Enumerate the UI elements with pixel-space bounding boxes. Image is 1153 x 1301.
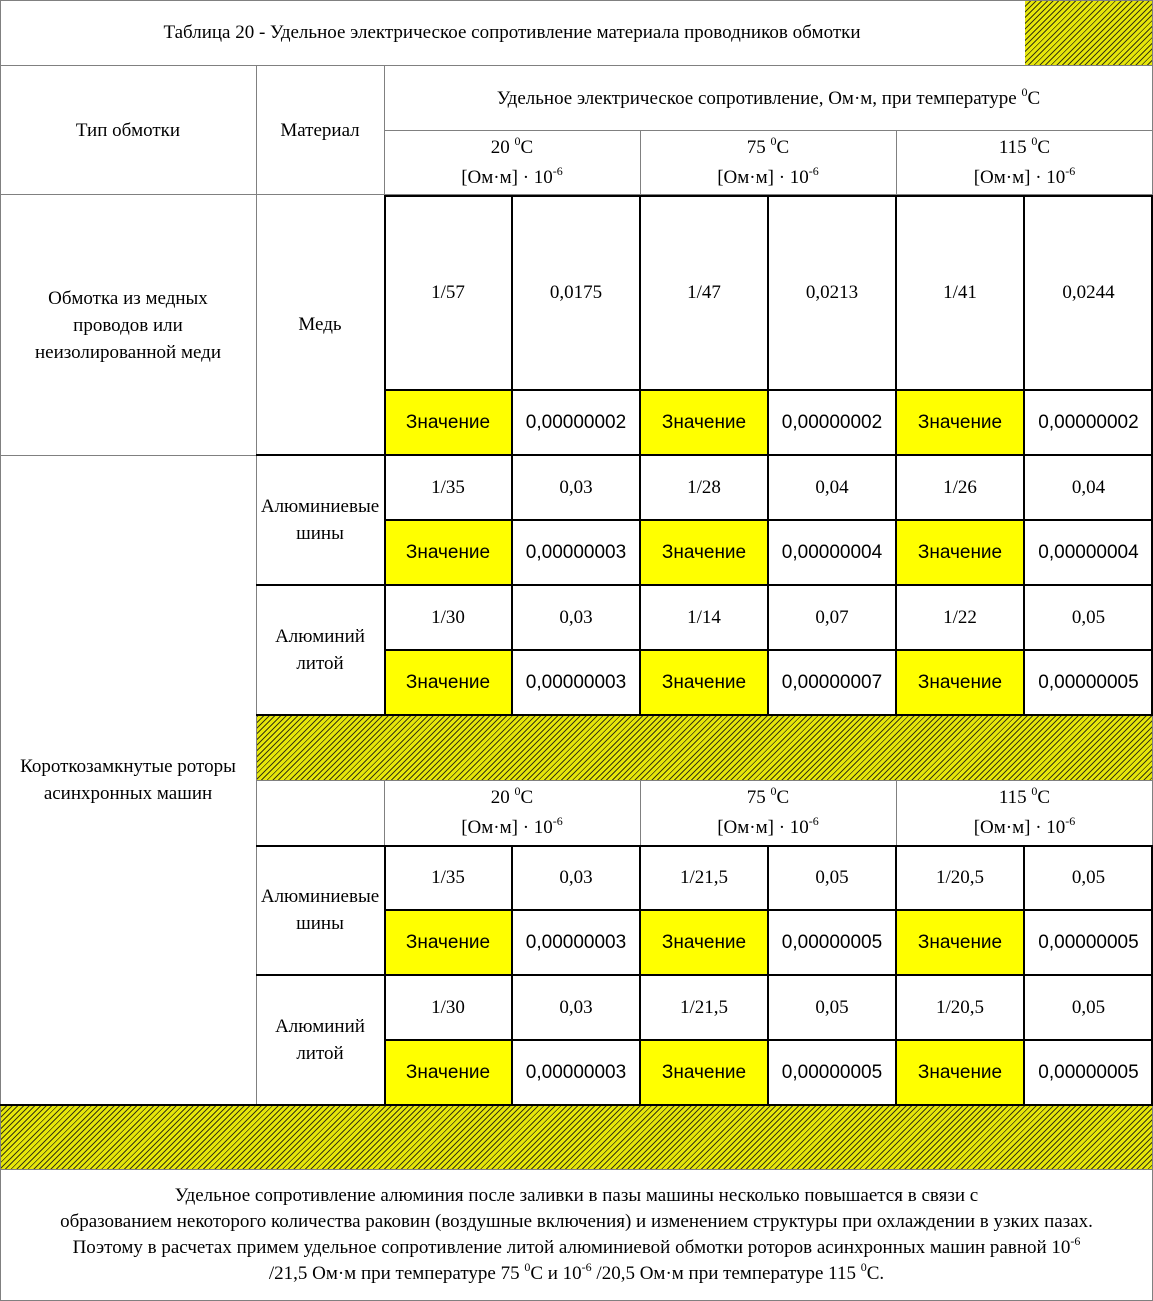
rotor-g3-label-20: Значение — [384, 1040, 512, 1105]
rotor-g0-val-20: 0,00000003 — [525, 541, 627, 563]
hatch-divider-middle — [257, 716, 1153, 780]
temp-header-75-repeat: 75 $^0$С $[Ом\cdot м] \cdot 10^{-6}$ — [717, 784, 819, 838]
copper-material: Медь — [298, 314, 342, 335]
temp-header-20: 20 $^0$С $[Ом\cdot м] \cdot 10^{-6}$ — [461, 134, 563, 188]
rotor-g3-frac-20: 1/30 — [431, 996, 465, 1018]
rotor-g2-label-75: Значение — [640, 910, 768, 975]
hatch-corner — [1025, 0, 1153, 66]
copper-value-label-20: Значение — [384, 390, 512, 455]
rotor-g1-frac-115: 1/22 — [943, 606, 977, 628]
copper-value-115: 0,00000002 — [1038, 411, 1139, 433]
rotor-g1-dec-115: 0,05 — [1071, 606, 1106, 628]
footnote: Удельное сопротивление алюминия после заливки в пазы машины несколько повышается в связи с образованием некоторого количества раковин (воздушные включения) и изменением структуры при охлаждении в узких пазах. Поэтому в расчетах примем удельное сопротивление литой алюминиевой обмотки роторов асинхронных машин равной $10^{-6}$ /21,5 Ом·м при температуре 75 $^0$С и $10^{-6}$ /20,5 Ом·м при температуре 115 $^0$С. — [60, 1185, 1093, 1284]
rotor-g2-frac-115: 1/20,5 — [935, 866, 985, 888]
rotor-g1-label-75: Значение — [640, 650, 768, 715]
temp-header-115-repeat: 115 $^0$С $[Ом\cdot м] \cdot 10^{-6}$ — [973, 784, 1076, 838]
rotor-g1-frac-20: 1/30 — [431, 606, 465, 628]
rotor-g3-label-75: Значение — [640, 1040, 768, 1105]
rotor-material-cast-2: Алюминий литой — [275, 1016, 365, 1064]
copper-dec-115: 0,0244 — [1062, 281, 1115, 303]
rotor-g0-frac-20: 1/35 — [431, 476, 465, 498]
temp-header-115: 115 $^0$С $[Ом\cdot м] \cdot 10^{-6}$ — [973, 134, 1076, 188]
rotor-g0-dec-75: 0,04 — [815, 476, 849, 498]
copper-frac-115: 1/41 — [943, 281, 977, 303]
rotor-g1-label-20: Значение — [384, 650, 512, 715]
rotor-g3-label-115: Значение — [896, 1040, 1024, 1105]
copper-value-label-75: Значение — [640, 390, 768, 455]
rotor-g3-frac-115: 1/20,5 — [935, 996, 985, 1018]
rotor-g0-label-115: Значение — [896, 520, 1024, 585]
title-text: Таблица 20 - Удельное электрическое сопротивление материала проводников обмотки — [163, 22, 861, 43]
rotor-g2-label-115: Значение — [896, 910, 1024, 975]
rotor-g1-label-115: Значение — [896, 650, 1024, 715]
temp-header-20-repeat: 20 $^0$С $[Ом\cdot м] \cdot 10^{-6}$ — [461, 784, 563, 838]
rotor-g3-val-115: 0,00000005 — [1038, 1061, 1139, 1083]
temp-header-75: 75 $^0$С $[Ом\cdot м] \cdot 10^{-6}$ — [717, 134, 819, 188]
rotor-g0-val-115: 0,00000004 — [1038, 541, 1139, 563]
rotor-g1-dec-75: 0,07 — [815, 606, 849, 628]
rotor-g2-val-115: 0,00000005 — [1038, 931, 1139, 953]
rotor-g0-frac-115: 1/26 — [943, 476, 977, 498]
rotor-g2-frac-75: 1/21,5 — [679, 866, 729, 888]
rotor-g0-val-75: 0,00000004 — [781, 541, 883, 563]
copper-value-label-115: Значение — [896, 390, 1024, 455]
hatch-divider-bottom — [0, 1106, 1153, 1169]
rotor-g3-dec-75: 0,05 — [815, 996, 849, 1018]
rotor-g2-frac-20: 1/35 — [431, 866, 465, 888]
rotor-g0-label-20: Значение — [384, 520, 512, 585]
copper-type: Обмотка из медных проводов или неизолированной меди — [34, 287, 221, 363]
rotor-g0-dec-115: 0,04 — [1071, 476, 1106, 498]
rotor-g1-val-75: 0,00000007 — [781, 671, 883, 693]
rotor-g1-val-20: 0,00000003 — [525, 671, 627, 693]
rotor-g2-dec-20: 0,03 — [559, 866, 593, 888]
rotor-material-bus-2: Алюминиевые шины — [260, 886, 380, 934]
rotor-g0-dec-20: 0,03 — [559, 476, 593, 498]
copper-dec-20: 0,0175 — [549, 281, 603, 303]
rotor-g2-dec-115: 0,05 — [1071, 866, 1106, 888]
rotor-g1-frac-75: 1/14 — [687, 606, 721, 628]
rotor-g2-dec-75: 0,05 — [815, 866, 849, 888]
page-title — [0, 0, 1024, 66]
rotor-material-bus-1: Алюминиевые шины — [260, 496, 380, 544]
rotor-g1-dec-20: 0,03 — [559, 606, 593, 628]
copper-value-75: 0,00000002 — [781, 411, 883, 433]
copper-frac-20: 1/57 — [431, 281, 465, 303]
rotor-g2-val-75: 0,00000005 — [781, 931, 883, 953]
rotor-g3-val-20: 0,00000003 — [525, 1061, 627, 1083]
rotor-material-cast-1: Алюминий литой — [275, 626, 365, 674]
rotor-g3-dec-115: 0,05 — [1071, 996, 1106, 1018]
copper-dec-75: 0,0213 — [805, 281, 859, 303]
rotor-type: Короткозамкнутые роторы асинхронных машин — [20, 756, 236, 804]
copper-value-20: 0,00000002 — [525, 411, 627, 433]
rotor-g1-val-115: 0,00000005 — [1038, 671, 1139, 693]
rotor-g3-val-75: 0,00000005 — [781, 1061, 883, 1083]
rotor-g2-label-20: Значение — [384, 910, 512, 975]
rotor-g2-val-20: 0,00000003 — [525, 931, 627, 953]
header-resistivity: Удельное электрическое сопротивление, Ом·м, при температуре $^0$С — [496, 84, 1041, 109]
rotor-g0-label-75: Значение — [640, 520, 768, 585]
rotor-g3-frac-75: 1/21,5 — [679, 996, 729, 1018]
copper-frac-75: 1/47 — [687, 281, 721, 303]
rotor-g0-frac-75: 1/28 — [687, 476, 721, 498]
header-material: Материал — [280, 119, 360, 141]
rotor-g3-dec-20: 0,03 — [559, 996, 593, 1018]
header-winding-type: Тип обмотки — [75, 119, 181, 141]
